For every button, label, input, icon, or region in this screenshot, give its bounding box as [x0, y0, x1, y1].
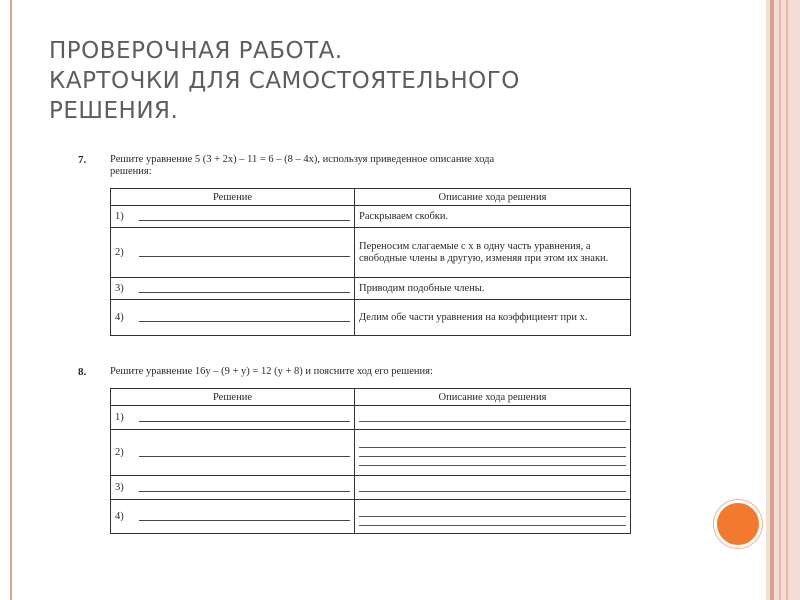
- table-row: [111, 206, 631, 228]
- step-number: 3): [115, 283, 124, 294]
- description-cell: Приводим подобные члены.: [355, 278, 631, 300]
- worksheet-scan: [74, 148, 640, 548]
- table-header-row: [111, 389, 631, 406]
- accent-circle-decoration: [714, 500, 762, 548]
- task-7-text-line-1: Решите уравнение 5 (3 + 2x) – 11 = 6 – (8 – 4x), используя приведенное описание хода: [110, 154, 495, 165]
- answer-rule[interactable]: [359, 517, 626, 526]
- answer-blank[interactable]: [139, 314, 350, 322]
- header-description: Описание хода решения: [355, 189, 631, 206]
- task-7-table: [110, 188, 631, 336]
- answer-rule[interactable]: [359, 483, 626, 492]
- solution-cell[interactable]: [111, 476, 355, 500]
- solution-cell[interactable]: [111, 406, 355, 430]
- task-8-table: [110, 388, 631, 534]
- answer-rule[interactable]: [359, 413, 626, 422]
- description-cell[interactable]: [355, 406, 631, 430]
- step-number: 4): [115, 312, 124, 323]
- description-cell[interactable]: [355, 476, 631, 500]
- step-number: 1): [115, 211, 124, 222]
- slide-title-line-1: ПРОВЕРОЧНАЯ РАБОТА.: [49, 38, 343, 64]
- header-solution: Решение: [111, 189, 355, 206]
- task-8-text: Решите уравнение 16y – (9 + y) = 12 (y + 8) и поясните ход его решения:: [110, 366, 433, 377]
- step-number: 2): [115, 447, 124, 458]
- answer-rule[interactable]: [359, 439, 626, 448]
- answer-blank[interactable]: [139, 449, 350, 457]
- answer-blank[interactable]: [139, 285, 350, 293]
- solution-cell[interactable]: [111, 206, 355, 228]
- solution-cell[interactable]: [111, 300, 355, 336]
- table-row: [111, 278, 631, 300]
- frame-right-stripe: [786, 0, 788, 600]
- answer-blank[interactable]: [139, 513, 350, 521]
- task-7-text: [110, 154, 630, 178]
- solution-cell[interactable]: [111, 430, 355, 476]
- answer-blank[interactable]: [139, 213, 350, 221]
- table-row: [111, 406, 631, 430]
- step-number: 1): [115, 412, 124, 423]
- answer-rule[interactable]: [359, 508, 626, 517]
- table-row: [111, 430, 631, 476]
- task-8-number: 8.: [78, 366, 87, 378]
- description-cell: Переносим слагаемые с x в одну часть уравнения, а свободные члены в другую, изменяя при этом их знаки.: [355, 228, 631, 278]
- slide-title-line-2: КАРТОЧКИ ДЛЯ САМОСТОЯТЕЛЬНОГО: [49, 68, 520, 94]
- solution-cell[interactable]: [111, 228, 355, 278]
- step-number: 4): [115, 511, 124, 522]
- header-solution: Решение: [111, 389, 355, 406]
- frame-right-stripe: [779, 0, 781, 600]
- task-7-text-line-2: решения:: [110, 166, 152, 177]
- slide-title-line-3: РЕШЕНИЯ.: [49, 98, 179, 124]
- table-row: [111, 476, 631, 500]
- frame-right-stripe: [770, 0, 774, 600]
- description-cell[interactable]: [355, 430, 631, 476]
- frame-left-line: [10, 0, 12, 600]
- table-row: [111, 228, 631, 278]
- description-cell[interactable]: [355, 500, 631, 534]
- answer-blank[interactable]: [139, 249, 350, 257]
- description-cell: Раскрываем скобки.: [355, 206, 631, 228]
- task-7-number: 7.: [78, 154, 87, 166]
- answer-rule[interactable]: [359, 448, 626, 457]
- table-row: [111, 500, 631, 534]
- description-cell: Делим обе части уравнения на коэффициент при x.: [355, 300, 631, 336]
- answer-rule[interactable]: [359, 457, 626, 466]
- table-row: [111, 300, 631, 336]
- solution-cell[interactable]: [111, 278, 355, 300]
- table-header-row: [111, 189, 631, 206]
- answer-blank[interactable]: [139, 414, 350, 422]
- header-description: Описание хода решения: [355, 389, 631, 406]
- step-number: 2): [115, 247, 124, 258]
- slide-title: [49, 36, 749, 126]
- solution-cell[interactable]: [111, 500, 355, 534]
- answer-blank[interactable]: [139, 484, 350, 492]
- step-number: 3): [115, 482, 124, 493]
